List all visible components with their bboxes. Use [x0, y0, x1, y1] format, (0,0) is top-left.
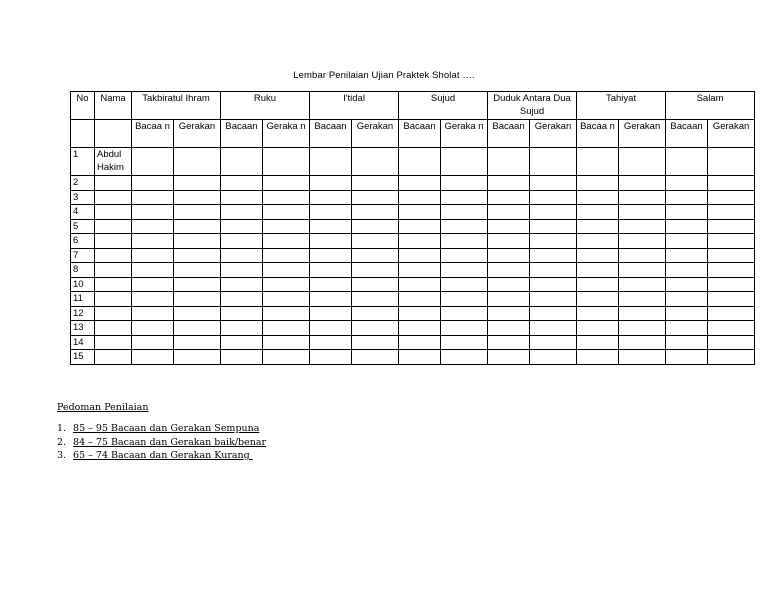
score-cell	[708, 205, 755, 220]
score-cell	[708, 190, 755, 205]
guide-item-text: 85 – 95 Bacaan dan Gerakan Sempuna	[73, 423, 260, 434]
score-cell	[399, 306, 441, 321]
score-cell	[132, 335, 174, 350]
score-cell	[530, 190, 577, 205]
score-cell	[577, 263, 619, 278]
score-cell	[530, 234, 577, 249]
subheader-cell: Geraka n	[263, 120, 310, 148]
score-cell	[174, 148, 221, 176]
score-cell	[263, 277, 310, 292]
score-cell	[174, 277, 221, 292]
header-group: Ruku	[221, 92, 310, 120]
score-cell	[310, 321, 352, 336]
table-row	[71, 148, 755, 176]
score-cell	[310, 205, 352, 220]
score-cell	[221, 190, 263, 205]
header-group: Salam	[666, 92, 755, 120]
score-cell	[263, 234, 310, 249]
row-number: 10	[71, 277, 95, 292]
table-row	[71, 205, 755, 220]
score-cell	[310, 248, 352, 263]
header-no: No	[71, 92, 95, 120]
score-cell	[263, 335, 310, 350]
header-nama: Nama	[95, 92, 132, 120]
row-number: 4	[71, 205, 95, 220]
score-cell	[132, 205, 174, 220]
header-group: Sujud	[399, 92, 488, 120]
row-number: 11	[71, 292, 95, 307]
score-cell	[530, 321, 577, 336]
score-cell	[263, 190, 310, 205]
guide-list	[57, 422, 266, 463]
score-cell	[174, 234, 221, 249]
score-cell	[174, 292, 221, 307]
student-name	[95, 350, 132, 365]
score-cell	[310, 234, 352, 249]
score-cell	[488, 321, 530, 336]
score-cell	[666, 321, 708, 336]
score-cell	[263, 219, 310, 234]
student-name	[95, 335, 132, 350]
score-cell	[174, 219, 221, 234]
score-cell	[488, 350, 530, 365]
score-cell	[708, 292, 755, 307]
score-cell	[577, 234, 619, 249]
table-row	[71, 234, 755, 249]
score-cell	[352, 176, 399, 191]
subheader-cell: Bacaan	[221, 120, 263, 148]
score-cell	[132, 148, 174, 176]
score-cell	[399, 248, 441, 263]
score-cell	[619, 292, 666, 307]
score-cell	[132, 176, 174, 191]
score-cell	[577, 350, 619, 365]
score-cell	[530, 263, 577, 278]
score-cell	[263, 148, 310, 176]
header-group: Takbiratul Ihram	[132, 92, 221, 120]
score-cell	[352, 234, 399, 249]
guide-title: Pedoman Penilaian	[57, 402, 149, 413]
score-cell	[263, 350, 310, 365]
score-cell	[132, 219, 174, 234]
score-cell	[132, 321, 174, 336]
score-cell	[666, 219, 708, 234]
score-cell	[619, 205, 666, 220]
score-cell	[577, 321, 619, 336]
score-cell	[352, 205, 399, 220]
score-cell	[441, 350, 488, 365]
score-cell	[441, 277, 488, 292]
assessment-table	[70, 91, 755, 365]
page-title: Lembar Penilaian Ujian Praktek Sholat ….	[293, 70, 475, 81]
score-cell	[310, 176, 352, 191]
score-cell	[708, 234, 755, 249]
guide-item-text: 84 – 75 Bacaan dan Gerakan baik/benar	[73, 436, 267, 448]
score-cell	[530, 205, 577, 220]
guide-item-text: 65 – 74 Bacaan dan Gerakan Kurang	[73, 450, 253, 461]
score-cell	[488, 234, 530, 249]
score-cell	[577, 248, 619, 263]
score-cell	[666, 205, 708, 220]
score-cell	[310, 335, 352, 350]
score-cell	[263, 263, 310, 278]
score-cell	[352, 321, 399, 336]
score-cell	[488, 292, 530, 307]
score-cell	[708, 176, 755, 191]
score-cell	[174, 335, 221, 350]
table-row	[71, 176, 755, 191]
subheader-cell: Bacaan	[488, 120, 530, 148]
score-cell	[530, 350, 577, 365]
score-cell	[577, 190, 619, 205]
score-cell	[352, 306, 399, 321]
student-name	[95, 292, 132, 307]
score-cell	[310, 190, 352, 205]
score-cell	[708, 335, 755, 350]
score-cell	[619, 148, 666, 176]
score-cell	[263, 205, 310, 220]
row-number: 8	[71, 263, 95, 278]
score-cell	[132, 306, 174, 321]
table-row	[71, 263, 755, 278]
score-cell	[619, 190, 666, 205]
score-cell	[132, 350, 174, 365]
score-cell	[530, 306, 577, 321]
guide-item-number: 2.	[57, 436, 67, 448]
row-number: 12	[71, 306, 95, 321]
score-cell	[399, 263, 441, 278]
score-cell	[488, 148, 530, 176]
score-cell	[132, 248, 174, 263]
row-number: 14	[71, 335, 95, 350]
empty-cell	[71, 120, 95, 148]
table-row	[71, 350, 755, 365]
score-cell	[352, 219, 399, 234]
score-cell	[174, 263, 221, 278]
score-cell	[708, 321, 755, 336]
score-cell	[530, 148, 577, 176]
student-name: Abdul Hakim	[95, 148, 132, 176]
score-cell	[263, 306, 310, 321]
score-cell	[132, 277, 174, 292]
row-number: 7	[71, 248, 95, 263]
row-number: 2	[71, 176, 95, 191]
score-cell	[441, 306, 488, 321]
score-cell	[441, 321, 488, 336]
guide-item-number: 3.	[57, 450, 67, 461]
score-cell	[352, 148, 399, 176]
score-cell	[132, 234, 174, 249]
score-cell	[488, 205, 530, 220]
student-name	[95, 176, 132, 191]
grading-guide	[57, 402, 266, 463]
score-cell	[577, 277, 619, 292]
guide-item	[57, 422, 266, 436]
student-name	[95, 190, 132, 205]
score-cell	[577, 335, 619, 350]
score-cell	[708, 350, 755, 365]
score-cell	[310, 219, 352, 234]
score-cell	[530, 176, 577, 191]
score-cell	[221, 248, 263, 263]
score-cell	[132, 190, 174, 205]
score-cell	[619, 321, 666, 336]
score-cell	[530, 219, 577, 234]
subheader-cell: Bacaa n	[132, 120, 174, 148]
score-cell	[221, 219, 263, 234]
score-cell	[488, 248, 530, 263]
score-cell	[174, 190, 221, 205]
score-cell	[488, 263, 530, 278]
score-cell	[221, 277, 263, 292]
student-name	[95, 321, 132, 336]
student-name	[95, 277, 132, 292]
score-cell	[399, 148, 441, 176]
score-cell	[441, 205, 488, 220]
student-name	[95, 263, 132, 278]
score-cell	[221, 148, 263, 176]
subheader-cell: Bacaan	[399, 120, 441, 148]
table-row	[71, 219, 755, 234]
score-cell	[263, 176, 310, 191]
score-cell	[488, 335, 530, 350]
header-group: Duduk Antara Dua Sujud	[488, 92, 577, 120]
score-cell	[577, 205, 619, 220]
score-cell	[619, 234, 666, 249]
score-cell	[352, 335, 399, 350]
score-cell	[666, 148, 708, 176]
score-cell	[619, 263, 666, 278]
score-cell	[666, 335, 708, 350]
score-cell	[174, 248, 221, 263]
score-cell	[132, 263, 174, 278]
score-cell	[441, 292, 488, 307]
subheader-cell: Gerakan	[530, 120, 577, 148]
table-row	[71, 335, 755, 350]
subheader-row	[71, 120, 755, 148]
header-row	[71, 92, 755, 120]
score-cell	[174, 350, 221, 365]
score-cell	[221, 306, 263, 321]
score-cell	[174, 205, 221, 220]
score-cell	[577, 306, 619, 321]
score-cell	[441, 190, 488, 205]
score-cell	[263, 248, 310, 263]
student-name	[95, 306, 132, 321]
student-name	[95, 205, 132, 220]
score-cell	[174, 306, 221, 321]
score-cell	[619, 335, 666, 350]
score-cell	[399, 350, 441, 365]
score-cell	[221, 335, 263, 350]
score-cell	[619, 219, 666, 234]
score-cell	[666, 263, 708, 278]
score-cell	[310, 306, 352, 321]
score-cell	[310, 148, 352, 176]
empty-cell	[95, 120, 132, 148]
score-cell	[174, 321, 221, 336]
table-row	[71, 321, 755, 336]
score-cell	[310, 292, 352, 307]
score-cell	[577, 176, 619, 191]
score-cell	[619, 350, 666, 365]
subheader-cell: Bacaan	[666, 120, 708, 148]
score-cell	[708, 219, 755, 234]
table-row	[71, 277, 755, 292]
score-cell	[221, 321, 263, 336]
score-cell	[352, 248, 399, 263]
guide-item	[57, 436, 266, 450]
score-cell	[399, 335, 441, 350]
table-row	[71, 306, 755, 321]
score-cell	[310, 263, 352, 278]
score-cell	[310, 277, 352, 292]
row-number: 13	[71, 321, 95, 336]
row-number: 5	[71, 219, 95, 234]
subheader-cell: Gerakan	[708, 120, 755, 148]
score-cell	[577, 219, 619, 234]
score-cell	[708, 248, 755, 263]
score-cell	[174, 176, 221, 191]
header-group: Tahiyat	[577, 92, 666, 120]
row-number: 15	[71, 350, 95, 365]
guide-item-number: 1.	[57, 423, 67, 434]
score-cell	[708, 277, 755, 292]
score-cell	[399, 292, 441, 307]
subheader-cell: Gerakan	[619, 120, 666, 148]
score-cell	[488, 176, 530, 191]
score-cell	[399, 190, 441, 205]
score-cell	[399, 321, 441, 336]
score-cell	[619, 306, 666, 321]
score-cell	[221, 205, 263, 220]
table-row	[71, 248, 755, 263]
row-number: 6	[71, 234, 95, 249]
guide-item	[57, 449, 266, 463]
score-cell	[263, 321, 310, 336]
score-cell	[666, 350, 708, 365]
score-cell	[488, 219, 530, 234]
student-name	[95, 248, 132, 263]
score-cell	[530, 248, 577, 263]
table-row	[71, 190, 755, 205]
score-cell	[488, 190, 530, 205]
score-cell	[488, 306, 530, 321]
score-cell	[666, 306, 708, 321]
score-cell	[441, 234, 488, 249]
header-group: I'tidal	[310, 92, 399, 120]
score-cell	[221, 176, 263, 191]
score-cell	[221, 292, 263, 307]
score-cell	[352, 277, 399, 292]
subheader-cell: Geraka n	[441, 120, 488, 148]
score-cell	[708, 148, 755, 176]
row-number: 1	[71, 148, 95, 176]
score-cell	[399, 234, 441, 249]
score-cell	[619, 248, 666, 263]
score-cell	[399, 277, 441, 292]
score-cell	[619, 277, 666, 292]
score-cell	[441, 148, 488, 176]
score-cell	[488, 277, 530, 292]
student-name	[95, 234, 132, 249]
subheader-cell: Bacaan	[310, 120, 352, 148]
score-cell	[221, 350, 263, 365]
score-cell	[530, 277, 577, 292]
score-cell	[352, 292, 399, 307]
score-cell	[352, 263, 399, 278]
score-cell	[132, 292, 174, 307]
table-row	[71, 292, 755, 307]
score-cell	[441, 176, 488, 191]
score-cell	[666, 277, 708, 292]
score-cell	[399, 205, 441, 220]
score-cell	[441, 335, 488, 350]
score-cell	[441, 263, 488, 278]
score-cell	[708, 263, 755, 278]
score-cell	[577, 148, 619, 176]
score-cell	[441, 219, 488, 234]
score-cell	[530, 292, 577, 307]
score-cell	[352, 190, 399, 205]
score-cell	[352, 350, 399, 365]
score-cell	[441, 248, 488, 263]
score-cell	[221, 263, 263, 278]
subheader-cell: Gerakan	[352, 120, 399, 148]
score-cell	[577, 292, 619, 307]
score-cell	[666, 292, 708, 307]
score-cell	[263, 292, 310, 307]
score-cell	[310, 350, 352, 365]
student-name	[95, 219, 132, 234]
score-cell	[666, 190, 708, 205]
score-cell	[666, 234, 708, 249]
subheader-cell: Gerakan	[174, 120, 221, 148]
score-cell	[399, 219, 441, 234]
score-cell	[530, 335, 577, 350]
score-cell	[221, 234, 263, 249]
score-cell	[666, 248, 708, 263]
row-number: 3	[71, 190, 95, 205]
score-cell	[666, 176, 708, 191]
score-cell	[708, 306, 755, 321]
score-cell	[619, 176, 666, 191]
subheader-cell: Bacaa n	[577, 120, 619, 148]
score-cell	[399, 176, 441, 191]
